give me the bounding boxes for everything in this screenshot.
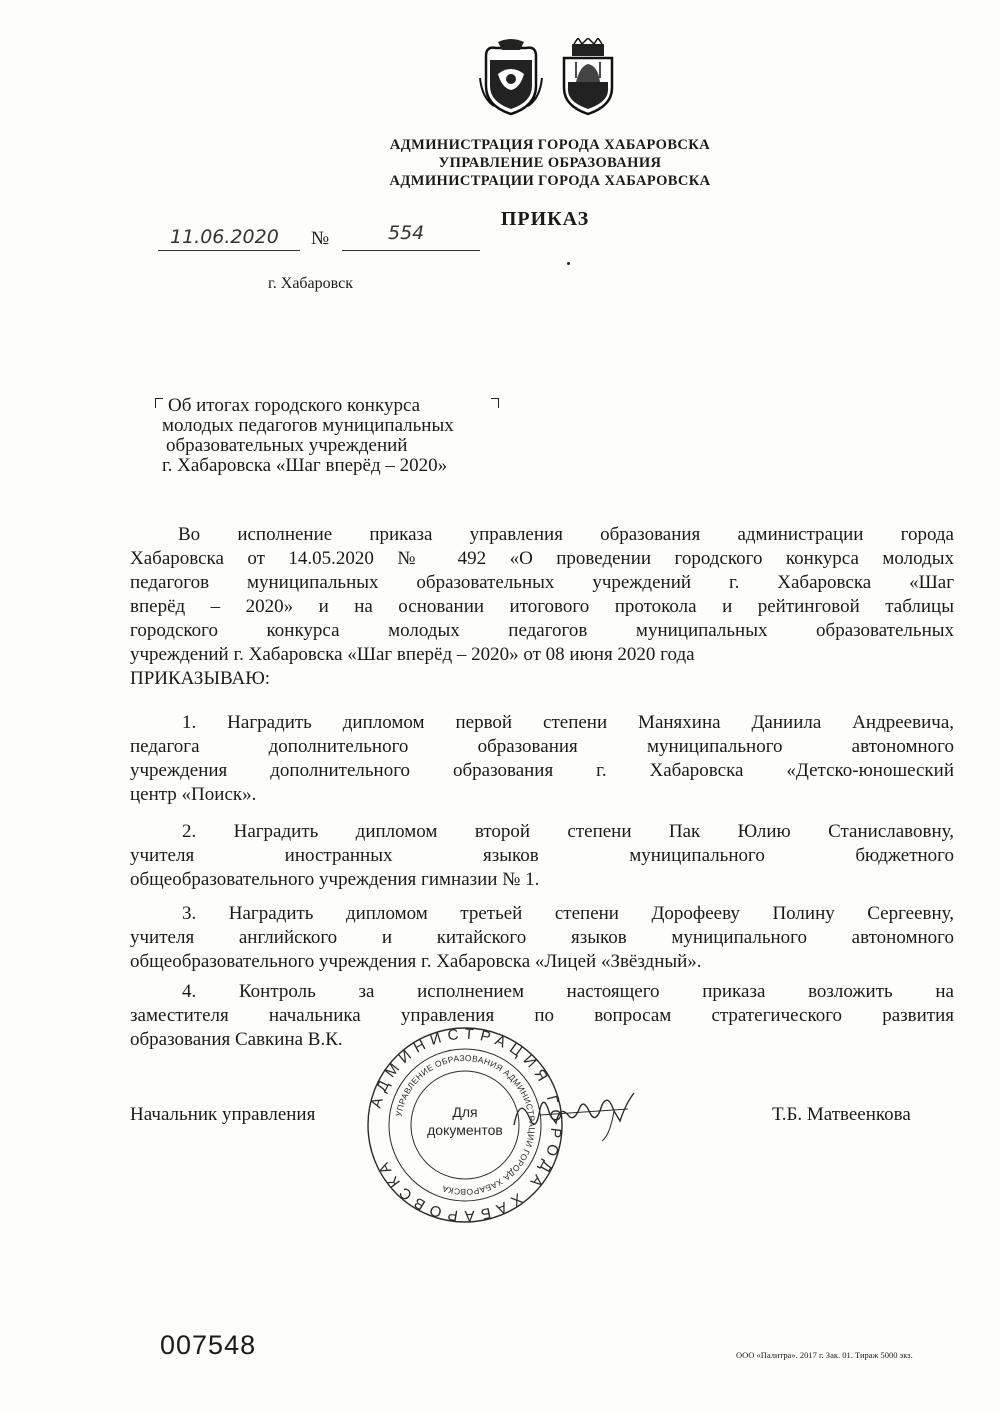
- subject: [162, 396, 454, 476]
- subject-line: Об итогах городского конкурса: [168, 395, 421, 416]
- item-line: центр «Поиск».: [130, 784, 257, 805]
- scan-dot: [567, 262, 570, 265]
- khabarovsk-city-coat-of-arms-icon: [476, 38, 546, 118]
- number-value: 554: [388, 222, 425, 244]
- item-3: [130, 902, 954, 974]
- print-imprint: ООО «Палитра». 2017 г. Зак. 01. Тираж 5000 экз.: [736, 1350, 913, 1360]
- subject-line: г. Хабаровска «Шаг вперёд – 2020»: [162, 455, 448, 476]
- item-line: 3. Наградить дипломом третьей степени Дорофееву Полину Сергеевну,: [182, 903, 954, 924]
- item-2: [130, 820, 954, 892]
- item-line: общеобразовательного учреждения гимназии № 1.: [130, 869, 540, 890]
- stamp-outer-text: АДМИНИСТРАЦИЯ ГОРОДА ХАБАРОВСКА: [367, 1025, 565, 1225]
- preamble: [130, 523, 954, 691]
- preamble-line: педагогов муниципальных образовательных учреждений г. Хабаровска «Шаг: [130, 572, 954, 593]
- subject-line: образовательных учреждений: [166, 435, 408, 456]
- item-line: 4. Контроль за исполнением настоящего приказа возложить на: [182, 981, 954, 1002]
- item-line: учителя иностранных языков муниципального бюджетного: [130, 845, 954, 866]
- item-line: педагога дополнительного образования муниципального автономного: [130, 736, 954, 757]
- subject-corner-right: [491, 398, 499, 408]
- preamble-line: Во исполнение приказа управления образования администрации города: [178, 524, 954, 545]
- stamp-inner-text: УПРАВЛЕНИЕ ОБРАЗОВАНИЯ АДМИНИСТРАЦИИ ГОРОДА ХАБАРОВСКА: [393, 1052, 538, 1198]
- header-line-3: АДМИНИСТРАЦИИ ГОРОДА ХАБАРОВСКА: [389, 173, 711, 189]
- item-line: 2. Наградить дипломом второй степени Пак Юлию Станиславовну,: [182, 821, 954, 842]
- item-line: образования Савкина В.К.: [130, 1029, 343, 1050]
- header-line-2: УПРАВЛЕНИЕ ОБРАЗОВАНИЯ: [438, 155, 662, 171]
- preamble-line: вперёд – 2020» и на основании итогового протокола и рейтинговой таблицы: [130, 596, 954, 617]
- signature-position: Начальник управления: [130, 1104, 316, 1125]
- item-line: учителя английского и китайского языков муниципального автономного: [130, 927, 954, 948]
- khabarovsk-krai-coat-of-arms-icon: [556, 38, 620, 118]
- item-line: заместителя начальника управления по вопросам стратегического развития: [130, 1005, 954, 1026]
- header-line-1: АДМИНИСТРАЦИЯ ГОРОДА ХАБАРОВСКА: [389, 137, 711, 153]
- handwritten-signature: [510, 1085, 640, 1145]
- city: г. Хабаровск: [268, 275, 353, 292]
- stamp-center-line-1: Для: [452, 1104, 478, 1120]
- stamp-center-line-2: документов: [427, 1122, 503, 1138]
- signature-name: Т.Б. Матвеенкова: [772, 1104, 911, 1125]
- preamble-line: городского конкурса молодых педагогов муниципальных образовательных: [130, 620, 954, 641]
- subject-line: молодых педагогов муниципальных: [162, 415, 454, 436]
- item-1: [130, 711, 954, 807]
- item-line: общеобразовательного учреждения г. Хабаровска «Лицей «Звёздный».: [130, 951, 702, 972]
- item-line: учреждения дополнительного образования г. Хабаровска «Детско-юношеский: [130, 760, 954, 781]
- serial-number: 007548: [160, 1330, 257, 1360]
- date-value: 11.06.2020: [170, 226, 279, 248]
- preamble-line: учреждений г. Хабаровска «Шаг вперёд – 2020» от 08 июня 2020 года: [130, 644, 695, 665]
- item-line: 1. Наградить дипломом первой степени Маняхина Даниила Андреевича,: [182, 712, 954, 733]
- number-sign: №: [311, 228, 330, 249]
- doc-title: ПРИКАЗ: [500, 208, 590, 230]
- preamble-line: Хабаровска от 14.05.2020 № 492 «О проведении городского конкурса молодых: [130, 548, 954, 569]
- order-word: ПРИКАЗЫВАЮ:: [130, 668, 271, 689]
